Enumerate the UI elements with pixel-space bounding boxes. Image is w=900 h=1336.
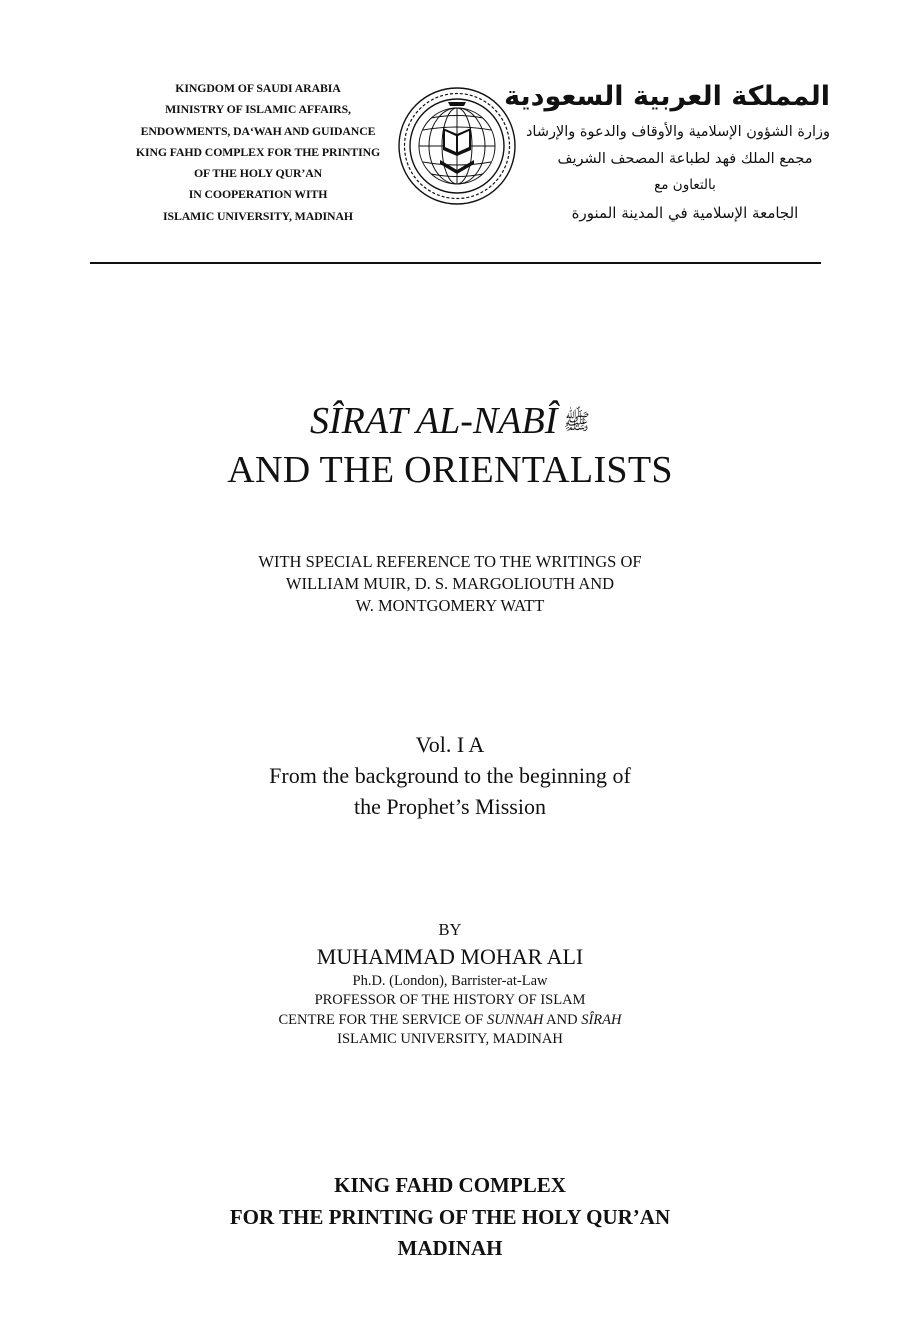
author-block: [0, 918, 900, 1049]
honorific-glyph: ﷺ: [563, 409, 590, 434]
author-name: MUHAMMAD MOHAR ALI: [316, 944, 584, 969]
header-line-complex: KING FAHD COMPLEX FOR THE PRINTING: [135, 144, 381, 159]
author-credential: Ph.D. (London), Barrister-at-Law: [352, 973, 548, 989]
header-line-quran: OF THE HOLY QUR’AN: [193, 166, 323, 181]
publisher-line: KING FAHD COMPLEX: [334, 1173, 566, 1197]
volume-block: [0, 729, 900, 822]
subtitle-line: W. MONTGOMERY WATT: [355, 596, 545, 615]
volume-description-line: the Prophet’s Mission: [354, 794, 546, 819]
header-line-kingdom: KINGDOM OF SAUDI ARABIA: [175, 81, 341, 95]
author-centre: [0, 1011, 900, 1030]
header-arabic-cooperation: بالتعاون مع: [654, 177, 716, 193]
subtitle-line: WILLIAM MUIR, D. S. MARGOLIOUTH AND: [285, 574, 615, 593]
book-title: [0, 398, 900, 495]
author-university: ISLAMIC UNIVERSITY, MADINAH: [337, 1030, 563, 1047]
publisher-line: MADINAH: [397, 1236, 503, 1260]
author-credential: PROFESSOR OF THE HISTORY OF ISLAM: [314, 992, 586, 1009]
header-line-endowments: ENDOWMENTS, DA‘WAH AND GUIDANCE: [140, 123, 376, 138]
header-line-university: ISLAMIC UNIVERSITY, MADINAH: [163, 208, 353, 223]
header-line-cooperation: IN COOPERATION WITH: [188, 187, 328, 202]
header-arabic-complex: مجمع الملك فهد لطباعة المصحف الشريف: [557, 151, 813, 167]
author-by: BY: [438, 920, 462, 939]
quran-complex-seal-icon: [396, 82, 518, 210]
header-english-block: [78, 78, 438, 227]
centre-and: AND: [546, 1011, 578, 1028]
header-arabic-block: [504, 76, 830, 228]
book-title-line2: AND THE ORIENTALISTS: [227, 449, 673, 491]
subtitle-line: WITH SPECIAL REFERENCE TO THE WRITINGS OF: [258, 552, 642, 571]
centre-prefix: CENTRE FOR THE SERVICE OF: [278, 1011, 484, 1028]
header-divider: [90, 262, 821, 264]
header-arabic-university: الجامعة الإسلامية في المدينة المنورة: [571, 204, 799, 222]
publisher-block: [0, 1170, 900, 1265]
centre-sunnah: SUNNAH: [486, 1011, 544, 1028]
book-title-line1: [0, 398, 900, 445]
book-title-sirat: SÎRAT AL-NABÎ: [310, 400, 558, 442]
centre-sirah: SÎRAH: [581, 1011, 622, 1028]
header-arabic-ministry: وزارة الشؤون الإسلامية والأوقاف والدعوة والإرشاد: [525, 124, 830, 140]
publisher-line: FOR THE PRINTING OF THE HOLY QUR’AN: [229, 1204, 671, 1229]
header-arabic-kingdom: المملكة العربية السعودية: [504, 81, 830, 112]
volume-description-line: From the background to the beginning of: [269, 763, 631, 788]
volume-label: Vol. I A: [415, 732, 485, 757]
header-line-ministry: MINISTRY OF ISLAMIC AFFAIRS,: [165, 102, 351, 117]
book-subtitle: [0, 551, 900, 617]
